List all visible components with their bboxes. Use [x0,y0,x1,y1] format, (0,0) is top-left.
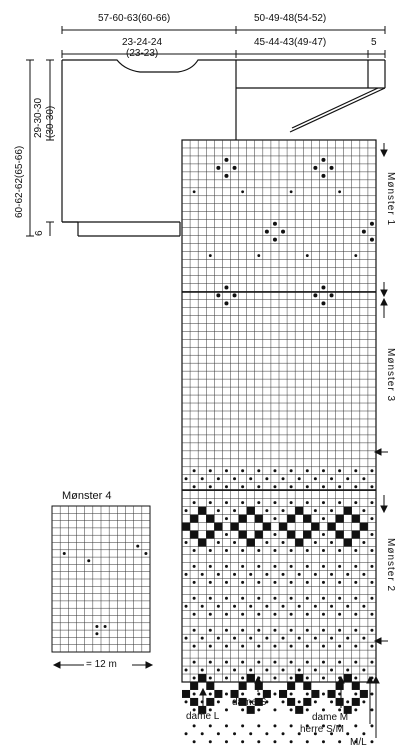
top-width-total: 57-60-63(60-66) [98,13,171,24]
main-chart-grid [182,140,376,750]
monster2-label: Mønster 2 [385,538,396,593]
monster3-label: Mønster 3 [385,348,396,403]
neck-width-alt: (23-23) [126,48,159,59]
size-dame-m: dame M [312,712,349,723]
monster4-title: Mønster 4 [62,490,112,502]
size-dame-l: dame L [186,711,220,722]
size-dame-s: dame S [232,697,267,708]
body-length: 60-62-62(65-66) [14,145,25,218]
monster4-repeat: = 12 m [86,659,117,670]
top-dimension-lines [62,26,385,58]
sleeve-length: 50-49-48(54-52) [254,13,327,24]
monster4-chart-grid [52,506,150,652]
cuff-length: 5 [371,37,377,48]
rib-height: 6 [34,230,45,236]
armhole-depth: 29-30-30 [33,97,44,138]
left-dimension-lines [26,60,54,236]
neck-width: 23-24-24 [122,37,163,48]
size-herre-sm: herre S/M [300,724,344,735]
size-ml: M/L [350,737,367,748]
armhole-depth-alt: (30-30) [45,105,56,138]
sleeve-length-inner: 45-44-43(49-47) [254,37,327,48]
monster1-label: Mønster 1 [385,172,396,227]
